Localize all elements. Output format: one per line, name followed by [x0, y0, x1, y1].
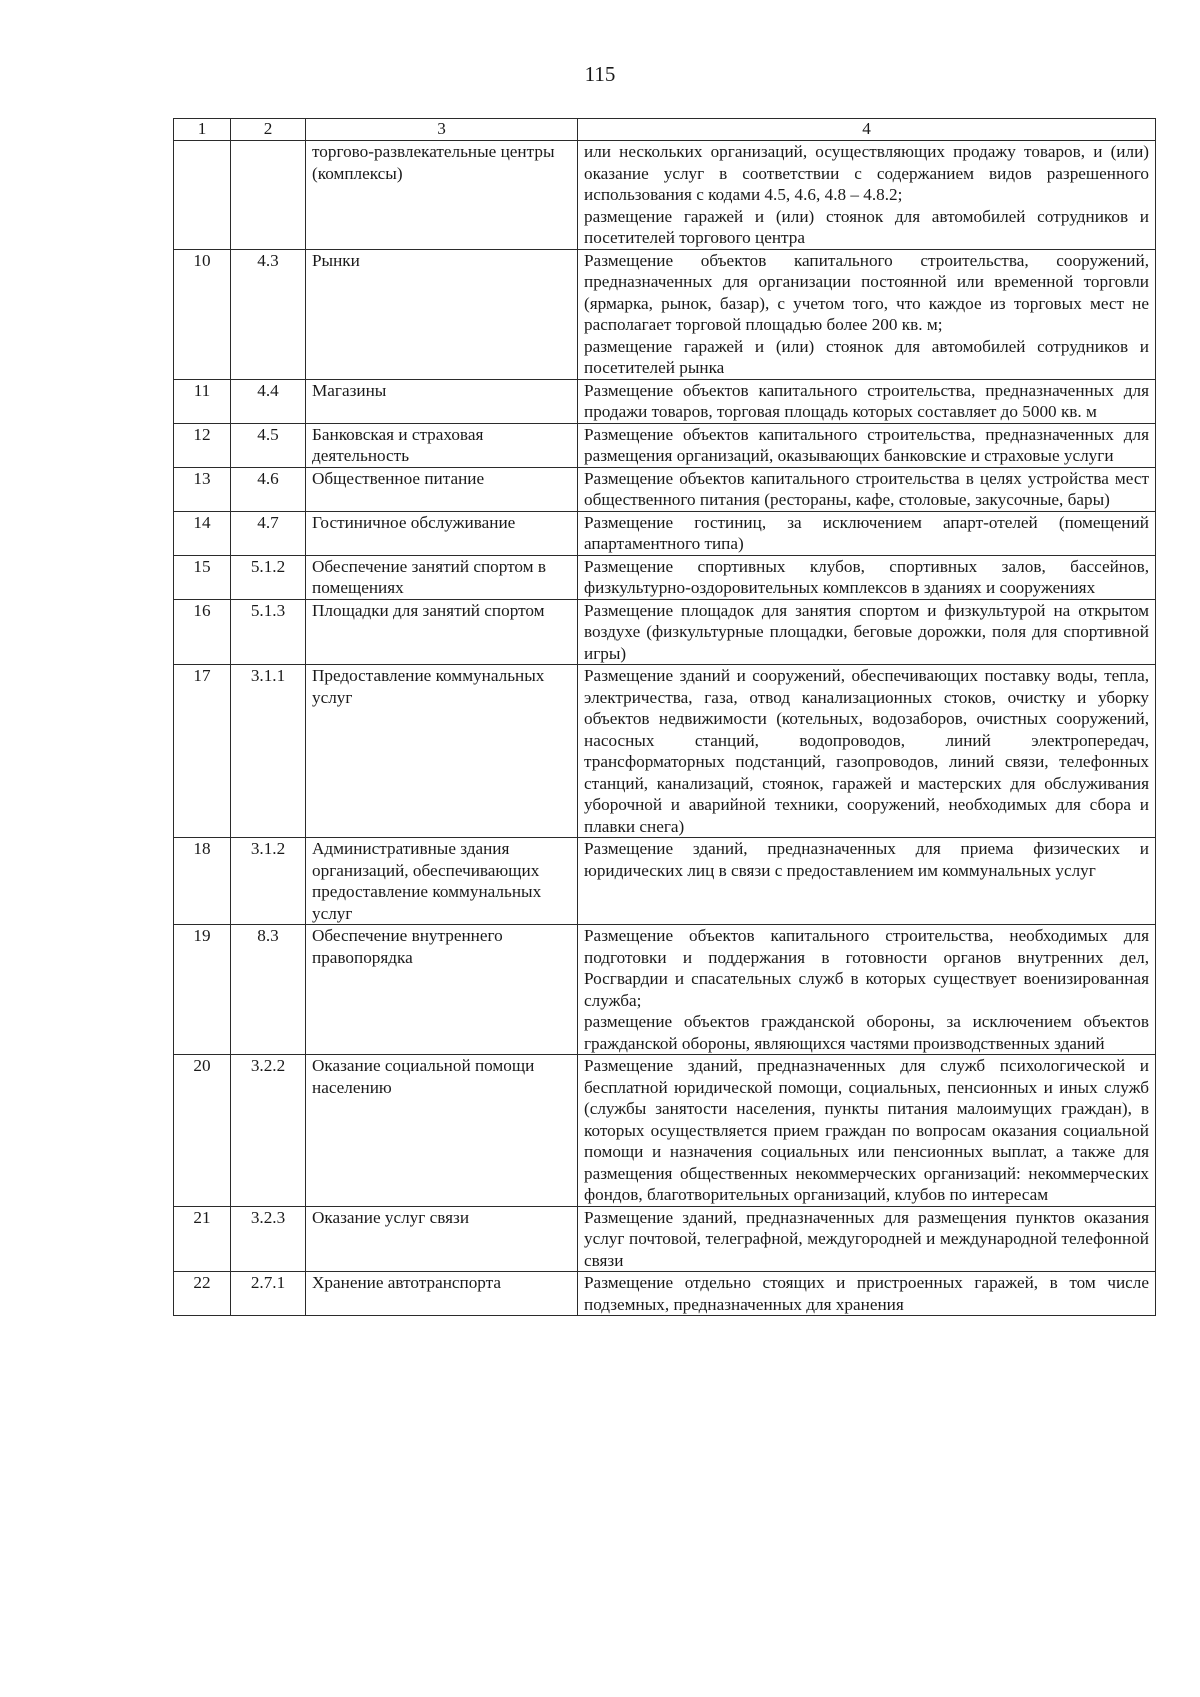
row-number-cell: 19 [174, 925, 231, 1055]
row-number-cell [174, 141, 231, 250]
header-col-4: 4 [578, 119, 1156, 141]
description-paragraph: Размещение объектов капитального строительства в целях устройства мест общественного питания (рестораны, кафе, столовые, закусочные, бары) [584, 468, 1149, 509]
row-code-cell: 3.2.2 [231, 1055, 306, 1207]
table-row [174, 249, 1156, 379]
row-number-cell: 13 [174, 467, 231, 511]
description-paragraph: размещение объектов гражданской обороны, за исключением объектов гражданской обороны, являющихся частями производственных зданий [584, 1012, 1149, 1053]
row-description-cell [578, 511, 1156, 555]
table-row [174, 379, 1156, 423]
description-paragraph: Размещение площадок для занятия спортом и физкультурой на открытом воздухе (физкультурные площадки, беговые дорожки, поля для спортивной игры) [584, 600, 1149, 663]
row-code-cell: 8.3 [231, 925, 306, 1055]
header-col-1: 1 [174, 119, 231, 141]
row-name-cell: Рынки [306, 249, 578, 379]
description-paragraph: или нескольких организаций, осуществляющих продажу товаров, и (или) оказание услуг в соответствии с содержанием видов разрешенного использования с кодами 4.5, 4.6, 4.8 – 4.8.2; [584, 142, 1149, 204]
row-code-cell: 4.5 [231, 423, 306, 467]
description-paragraph: Размещение зданий, предназначенных для служб психологической и бесплатной юридической помощи, социальных, пенсионных и иных служб (службы занятости населения, пункты питания малоимущих граждан), в которых осуществляется прием граждан по вопросам оказания социальной помощи и назначения социальных или пенсионных выплат, а также для размещения общественных некоммерческих организаций: некоммерческих фондов, благотворительных организаций, клубов по интересам [584, 1056, 1149, 1204]
land-use-table [173, 118, 1156, 1316]
row-number-cell: 18 [174, 838, 231, 925]
description-paragraph: Размещение зданий, предназначенных для приема физических и юридических лиц в связи с предоставлением им коммунальных услуг [584, 839, 1149, 880]
table-row [174, 555, 1156, 599]
table-row [174, 467, 1156, 511]
row-number-cell: 17 [174, 665, 231, 838]
row-description-cell [578, 599, 1156, 665]
row-code-cell: 5.1.2 [231, 555, 306, 599]
row-name-cell: Гостиничное обслуживание [306, 511, 578, 555]
table-row [174, 925, 1156, 1055]
row-description-cell [578, 249, 1156, 379]
table-row [174, 1272, 1156, 1316]
row-description-cell [578, 1272, 1156, 1316]
row-description-cell [578, 665, 1156, 838]
description-paragraph: размещение гаражей и (или) стоянок для автомобилей сотрудников и посетителей рынка [584, 336, 1149, 377]
row-number-cell: 12 [174, 423, 231, 467]
description-paragraph: Размещение зданий и сооружений, обеспечивающих поставку воды, тепла, электричества, газа, отвод канализационных стоков, очистку и уборку объектов недвижимости (котельных, водозаборов, очистных сооружений, насосных станций, водопроводов, линий электропередач, трансформаторных подстанций, газопроводов, линий связи, телефонных станций, канализаций, стоянок, гаражей и мастерских для обслуживания уборочной и аварийной техники, сооружений, необходимых для сбора и плавки снега) [584, 666, 1149, 836]
row-name-cell: Оказание социальной помощи населению [306, 1055, 578, 1207]
row-code-cell: 5.1.3 [231, 599, 306, 665]
row-description-cell [578, 467, 1156, 511]
row-code-cell: 3.2.3 [231, 1206, 306, 1272]
row-name-cell: Оказание услуг связи [306, 1206, 578, 1272]
row-number-cell: 20 [174, 1055, 231, 1207]
table-row [174, 511, 1156, 555]
row-number-cell: 22 [174, 1272, 231, 1316]
row-description-cell [578, 379, 1156, 423]
row-description-cell [578, 1206, 1156, 1272]
row-number-cell: 16 [174, 599, 231, 665]
description-paragraph: Размещение зданий, предназначенных для размещения пунктов оказания услуг почтовой, телеграфной, междугородней и международной телефонной связи [584, 1207, 1149, 1270]
row-code-cell [231, 141, 306, 250]
row-code-cell: 4.3 [231, 249, 306, 379]
row-name-cell: Административные здания организаций, обеспечивающих предоставление коммунальных услуг [306, 838, 578, 925]
row-description-cell [578, 1055, 1156, 1207]
description-paragraph: Размещение спортивных клубов, спортивных залов, бассейнов, физкультурно-оздоровительных комплексов в зданиях и сооружениях [584, 556, 1149, 597]
table-row [174, 1206, 1156, 1272]
row-code-cell: 4.4 [231, 379, 306, 423]
description-paragraph: Размещение объектов капитального строительства, предназначенных для продажи товаров, торговая площадь которых составляет до 5000 кв. м [584, 380, 1149, 421]
row-description-cell [578, 838, 1156, 925]
row-name-cell: Хранение автотранспорта [306, 1272, 578, 1316]
table-body [174, 141, 1156, 1316]
row-code-cell: 3.1.1 [231, 665, 306, 838]
table-row [174, 141, 1156, 250]
row-code-cell: 4.7 [231, 511, 306, 555]
page-number: 115 [584, 62, 616, 86]
row-number-cell: 11 [174, 379, 231, 423]
row-number-cell: 14 [174, 511, 231, 555]
row-name-cell: Магазины [306, 379, 578, 423]
header-col-2: 2 [231, 119, 306, 141]
description-paragraph: Размещение отдельно стоящих и пристроенных гаражей, в том числе подземных, предназначенных для хранения [584, 1273, 1149, 1314]
description-paragraph: Размещение гостиниц, за исключением апарт-отелей (помещений апартаментного типа) [584, 512, 1149, 553]
table-row [174, 665, 1156, 838]
row-name-cell: торгово-развлекательные центры (комплексы) [306, 141, 578, 250]
row-code-cell: 4.6 [231, 467, 306, 511]
description-paragraph: размещение гаражей и (или) стоянок для автомобилей сотрудников и посетителей торгового центра [584, 206, 1149, 247]
description-paragraph: Размещение объектов капитального строительства, необходимых для подготовки и поддержания в готовности органов внутренних дел, Росгвардии и спасательных служб в которых существует военизированная служба; [584, 926, 1149, 1010]
row-description-cell [578, 925, 1156, 1055]
table-row [174, 599, 1156, 665]
row-name-cell: Площадки для занятий спортом [306, 599, 578, 665]
description-paragraph: Размещение объектов капитального строительства, предназначенных для размещения организаций, оказывающих банковские и страховые услуги [584, 424, 1149, 465]
row-description-cell [578, 141, 1156, 250]
row-name-cell: Предоставление коммунальных услуг [306, 665, 578, 838]
table-row [174, 1055, 1156, 1207]
row-number-cell: 21 [174, 1206, 231, 1272]
header-col-3: 3 [306, 119, 578, 141]
row-number-cell: 10 [174, 249, 231, 379]
row-name-cell: Банковская и страховая деятельность [306, 423, 578, 467]
table-row [174, 838, 1156, 925]
row-number-cell: 15 [174, 555, 231, 599]
row-name-cell: Общественное питание [306, 467, 578, 511]
row-code-cell: 2.7.1 [231, 1272, 306, 1316]
table-header-row [174, 119, 1156, 141]
row-name-cell: Обеспечение занятий спортом в помещениях [306, 555, 578, 599]
row-description-cell [578, 555, 1156, 599]
row-description-cell [578, 423, 1156, 467]
table-row [174, 423, 1156, 467]
row-code-cell: 3.1.2 [231, 838, 306, 925]
row-name-cell: Обеспечение внутреннего правопорядка [306, 925, 578, 1055]
description-paragraph: Размещение объектов капитального строительства, сооружений, предназначенных для организации постоянной или временной торговли (ярмарка, рынок, базар), с учетом того, что каждое из торговых мест не располагает торговой площадью более 200 кв. м; [584, 250, 1149, 334]
